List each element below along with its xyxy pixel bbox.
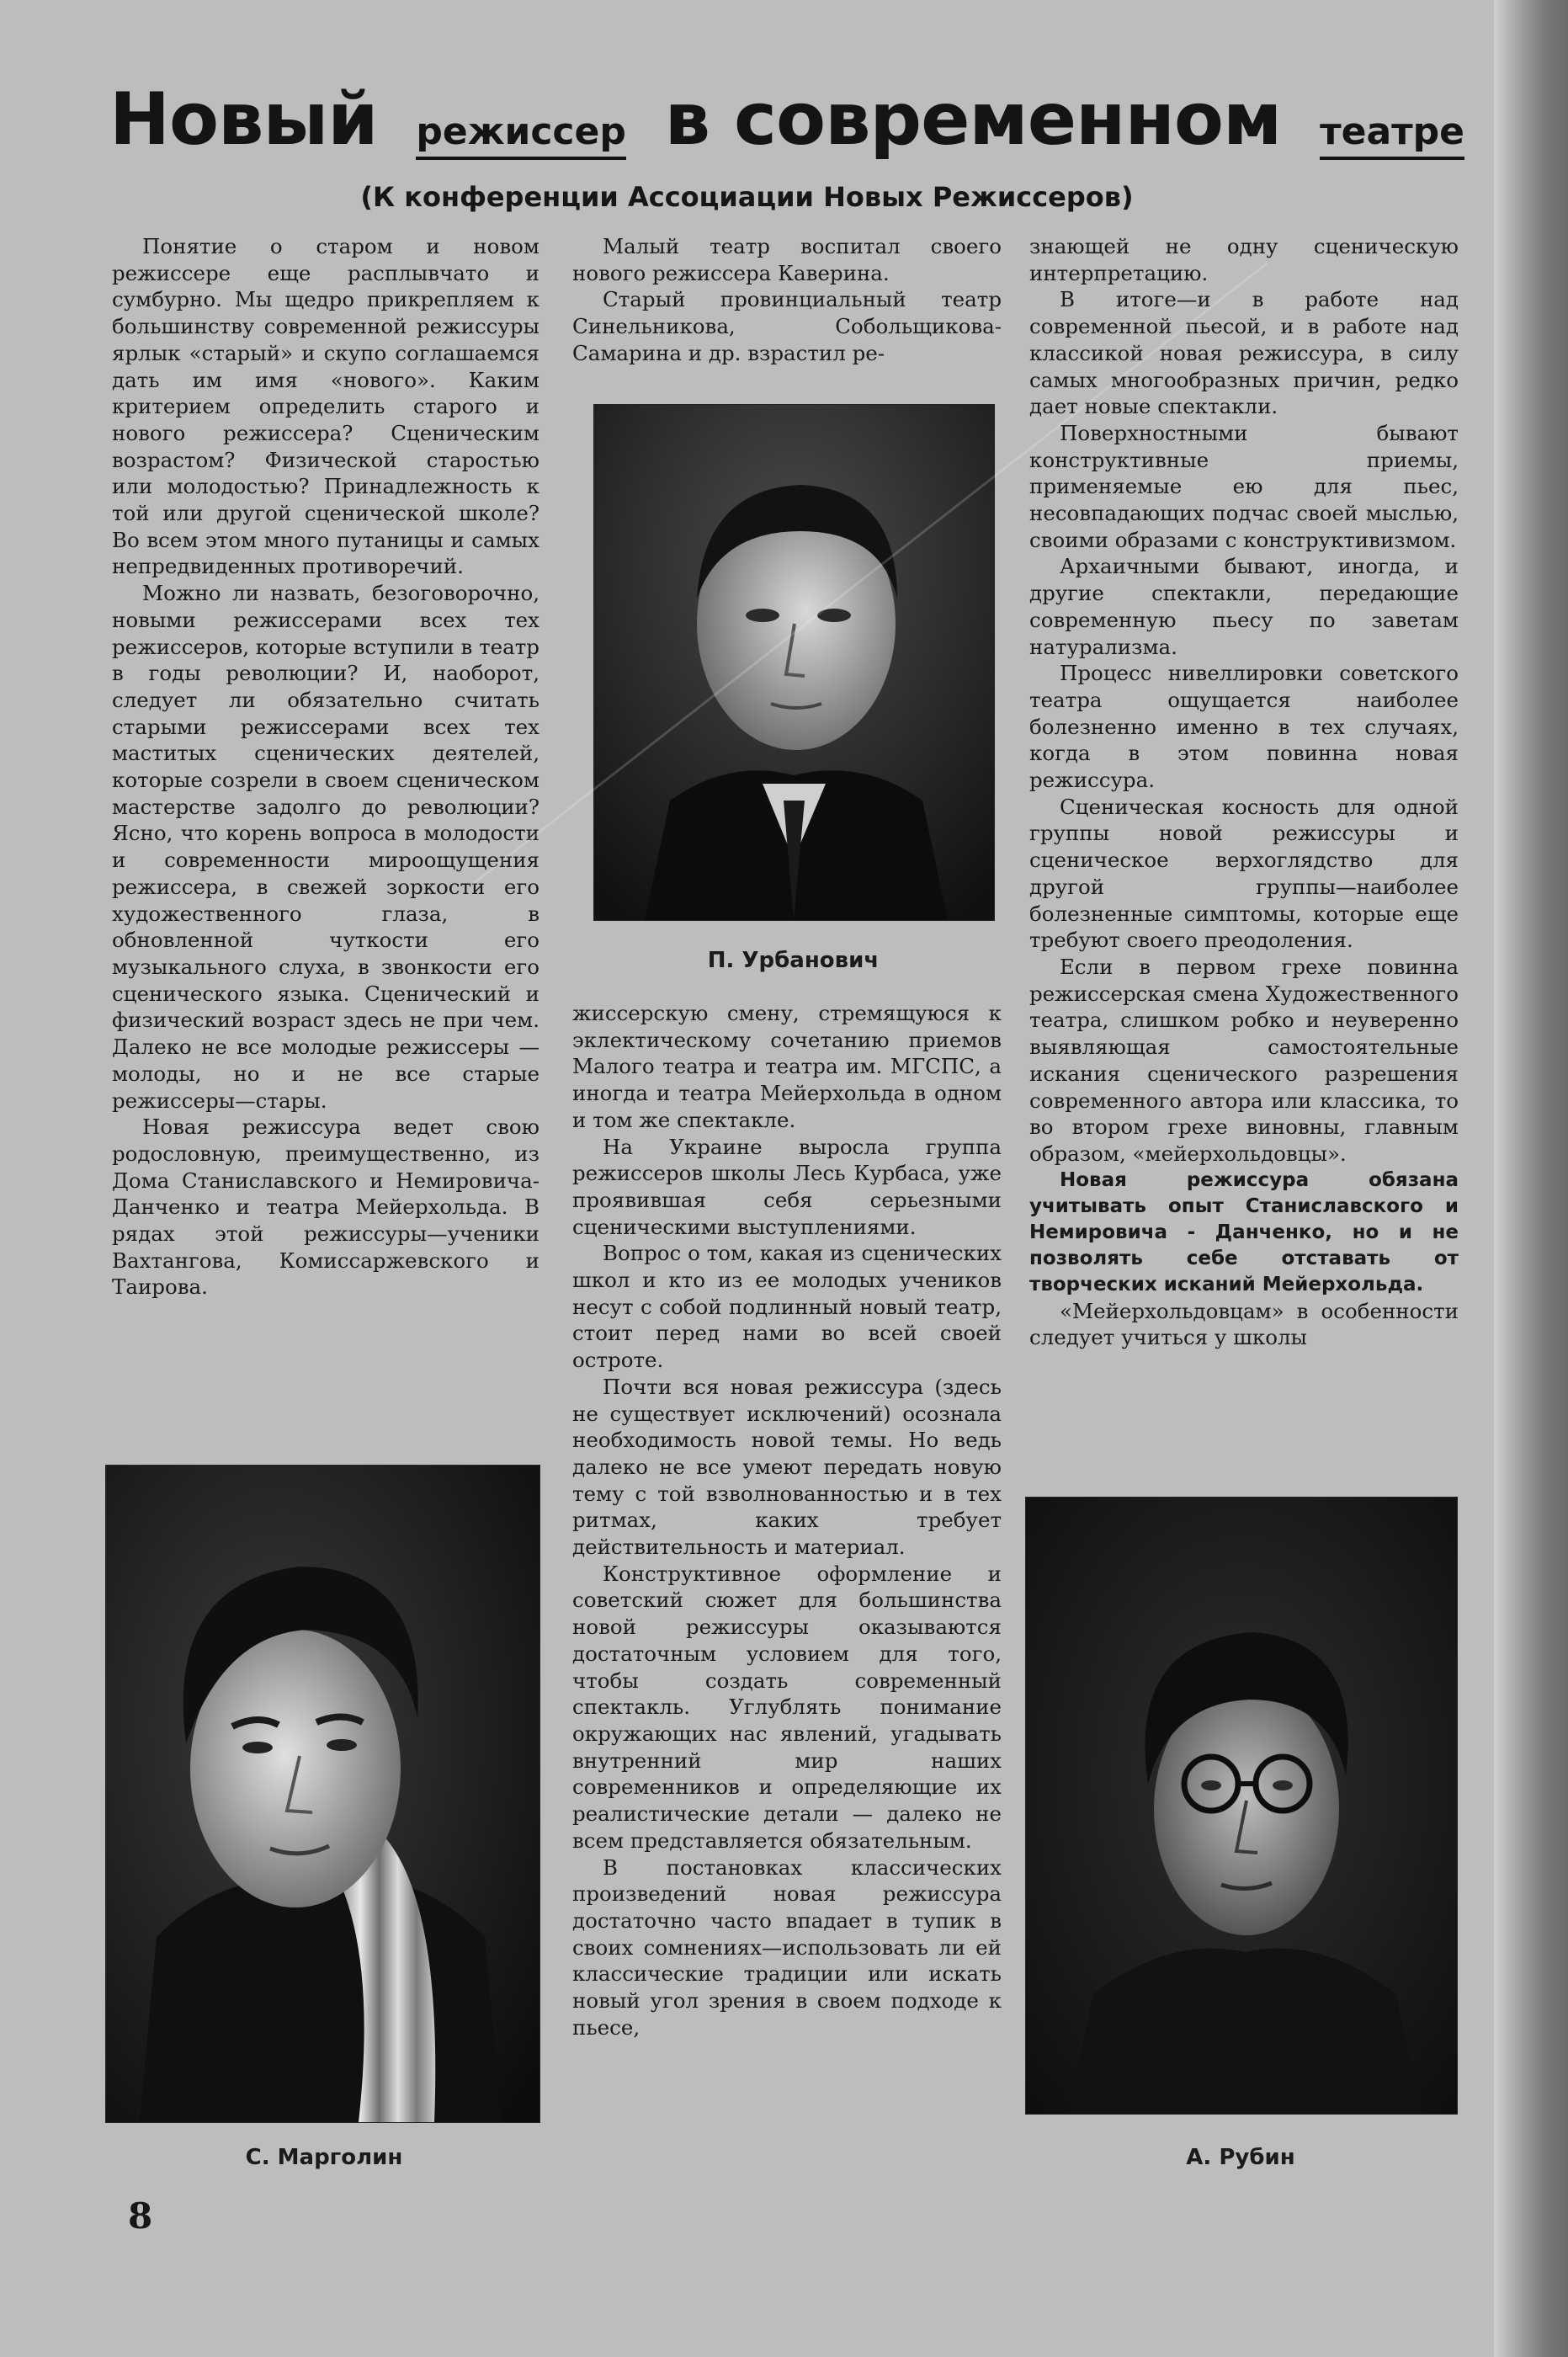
article-subtitle: (К конференции Ассоциации Новых Режиссеров): [360, 181, 1134, 213]
paragraph: Процесс нивеллировки советского театра ощущается наиболее болезненно именно в тех случаях, когда в этом повинна новая режиссура.: [1029, 661, 1459, 793]
caption-urbanovich: П. Урбанович: [707, 948, 880, 973]
title-word-theatre: театре: [1320, 110, 1464, 160]
paragraph: Поверхностными бывают конструктивные приемы, применяемые ею для пьес, несовпадающих подчас своей мыслью, своими образами с конструктивизмом.: [1029, 420, 1459, 552]
text-column-2-top: [572, 233, 1002, 367]
paragraph: «Мейерхольдовцам» в особенности следует учиться у школы: [1029, 1298, 1459, 1350]
paragraph: Почти вся новая режиссура (здесь не существует исключений) осознала необходимость новой темы. Но ведь далеко не все умеют передать новую тему с той взволнованностью и в тех ритмах, каких требует действительность и материал.: [572, 1374, 1002, 1560]
paragraph: Сценическая косность для одной группы новой режиссуры и сценическое верхоглядство для другой группы—наиболее болезненные симптомы, которые еще требуют своего преодоления.: [1029, 794, 1459, 953]
paragraph: Конструктивное оформление и советский сюжет для большинства новой режиссуры оказываются достаточным условием для того, чтобы создать современный спектакль. Углублять понимание окружающих нас явлений, угадывать внутренний мир наших современников и определяющие их реалистические детали — далеко не всем представляется обязательным.: [572, 1561, 1002, 1853]
paragraph: Если в первом грехе повинна режиссерская смена Художественного театра, слишком робко и неуверенно выявляющая самостоятельные искания сценического разрешения современного автора или классика, то во втором грехе виновны, главным образом, «мейерхольдовцы».: [1029, 954, 1459, 1166]
paragraph: жиссерскую смену, стремящуюся к эклектическому сочетанию приемов Малого театра и театра им. МГСПС, а иногда и театра Мейерхольда в одном и том же спектакле.: [572, 1001, 1002, 1132]
photo-margolin: [105, 1465, 540, 2123]
article-title: [109, 77, 1464, 187]
page-edge-shadow: [1494, 0, 1568, 2357]
paragraph: В постановках классических произведений новая режиссура достаточно часто впадает в тупик в своих сомнениях—использовать ли ей классические традиции или искать новый угол зрения в своем подходе к пьесе,: [572, 1854, 1002, 2040]
caption-margolin: С. Марголин: [245, 2145, 403, 2170]
photo-rubin: [1025, 1497, 1458, 2115]
title-word-new: Новый: [109, 77, 378, 162]
text-column-3: [1029, 233, 1459, 1351]
page-number: 8: [128, 2195, 153, 2237]
paragraph: Старый провинциальный театр Синельникова, Собольщикова-Самарина и др. взрастил ре-: [572, 287, 1002, 365]
paragraph: Новая режиссура ведет свою родословную, преимущественно, из Дома Станиславского и Немировича-Данченко и театра Мейерхольда. В рядах этой режиссуры—ученики Вахтангова, Комиссаржевского и Таирова.: [112, 1115, 539, 1300]
text-column-1: [112, 233, 539, 1301]
photo-urbanovich: [593, 404, 995, 921]
paragraph: Вопрос о том, какая из сценических школ и кто из ее молодых учеников несут с собой подлинный новый театр, стоит перед нами во всей своей остроте.: [572, 1241, 1002, 1373]
emphasis-paragraph: Новая режиссура обязана учитывать опыт Станиславского и Немировича - Данченко, но и не позволять себе отставать от творческих исканий Мейерхольда.: [1029, 1168, 1459, 1296]
paragraph: Понятие о старом и новом режиссере еще расплывчато и сумбурно. Мы щедро прикрепляем к большинству современной режиссуры ярлык «старый» и скупо соглашаемся дать им имя «нового». Каким критерием определить старого и нового режиссера? Сценическим возрастом? Физической старостью или молодостью? Принадлежность к той или другой сценической школе? Во всем этом много путаницы и самых непредвиденных противоречий.: [112, 234, 539, 579]
paragraph: Малый театр воспитал своего нового режиссера Каверина.: [572, 234, 1002, 285]
paragraph: Можно ли назвать, безоговорочно, новыми режиссерами всех тех режиссеров, которые вступили в театр в годы революции? И, наоборот, следует ли обязательно считать старыми режиссерами всех тех маститых сценических деятелей, которые созрели в своем сценическом мастерстве задолго до революции? Ясно, что корень вопроса в молодости и современности мироощущения режиссера, в свежей зоркости его художественного глаза, в обновленной чуткости его музыкального слуха, в звонкости его сценического языка. Сценический и физический возраст здесь не при чем. Далеко не все молодые режиссеры — молоды, но и не все старые режиссеры—стары.: [112, 581, 539, 1113]
paragraph: На Украине выросла группа режиссеров школы Лесь Курбаса, уже проявившая себя серьезными сценическими выступлениями.: [572, 1134, 1002, 1239]
text-column-2-bottom: [572, 1000, 1002, 2040]
paragraph: знающей не одну сценическую интерпретацию.: [1029, 234, 1459, 285]
paragraph: Архаичными бывают, иногда, и другие спектакли, передающие современную пьесу по заветам натурализма.: [1029, 554, 1459, 659]
caption-rubin: А. Рубин: [1186, 2145, 1295, 2170]
title-word-director: режиссер: [416, 110, 625, 160]
paragraph: В итоге—и в работе над современной пьесой, и в работе над классикой новая режиссура, в силу самых многообразных причин, редко дает новые спектакли.: [1029, 287, 1459, 419]
title-word-modern: в современном: [664, 77, 1282, 162]
